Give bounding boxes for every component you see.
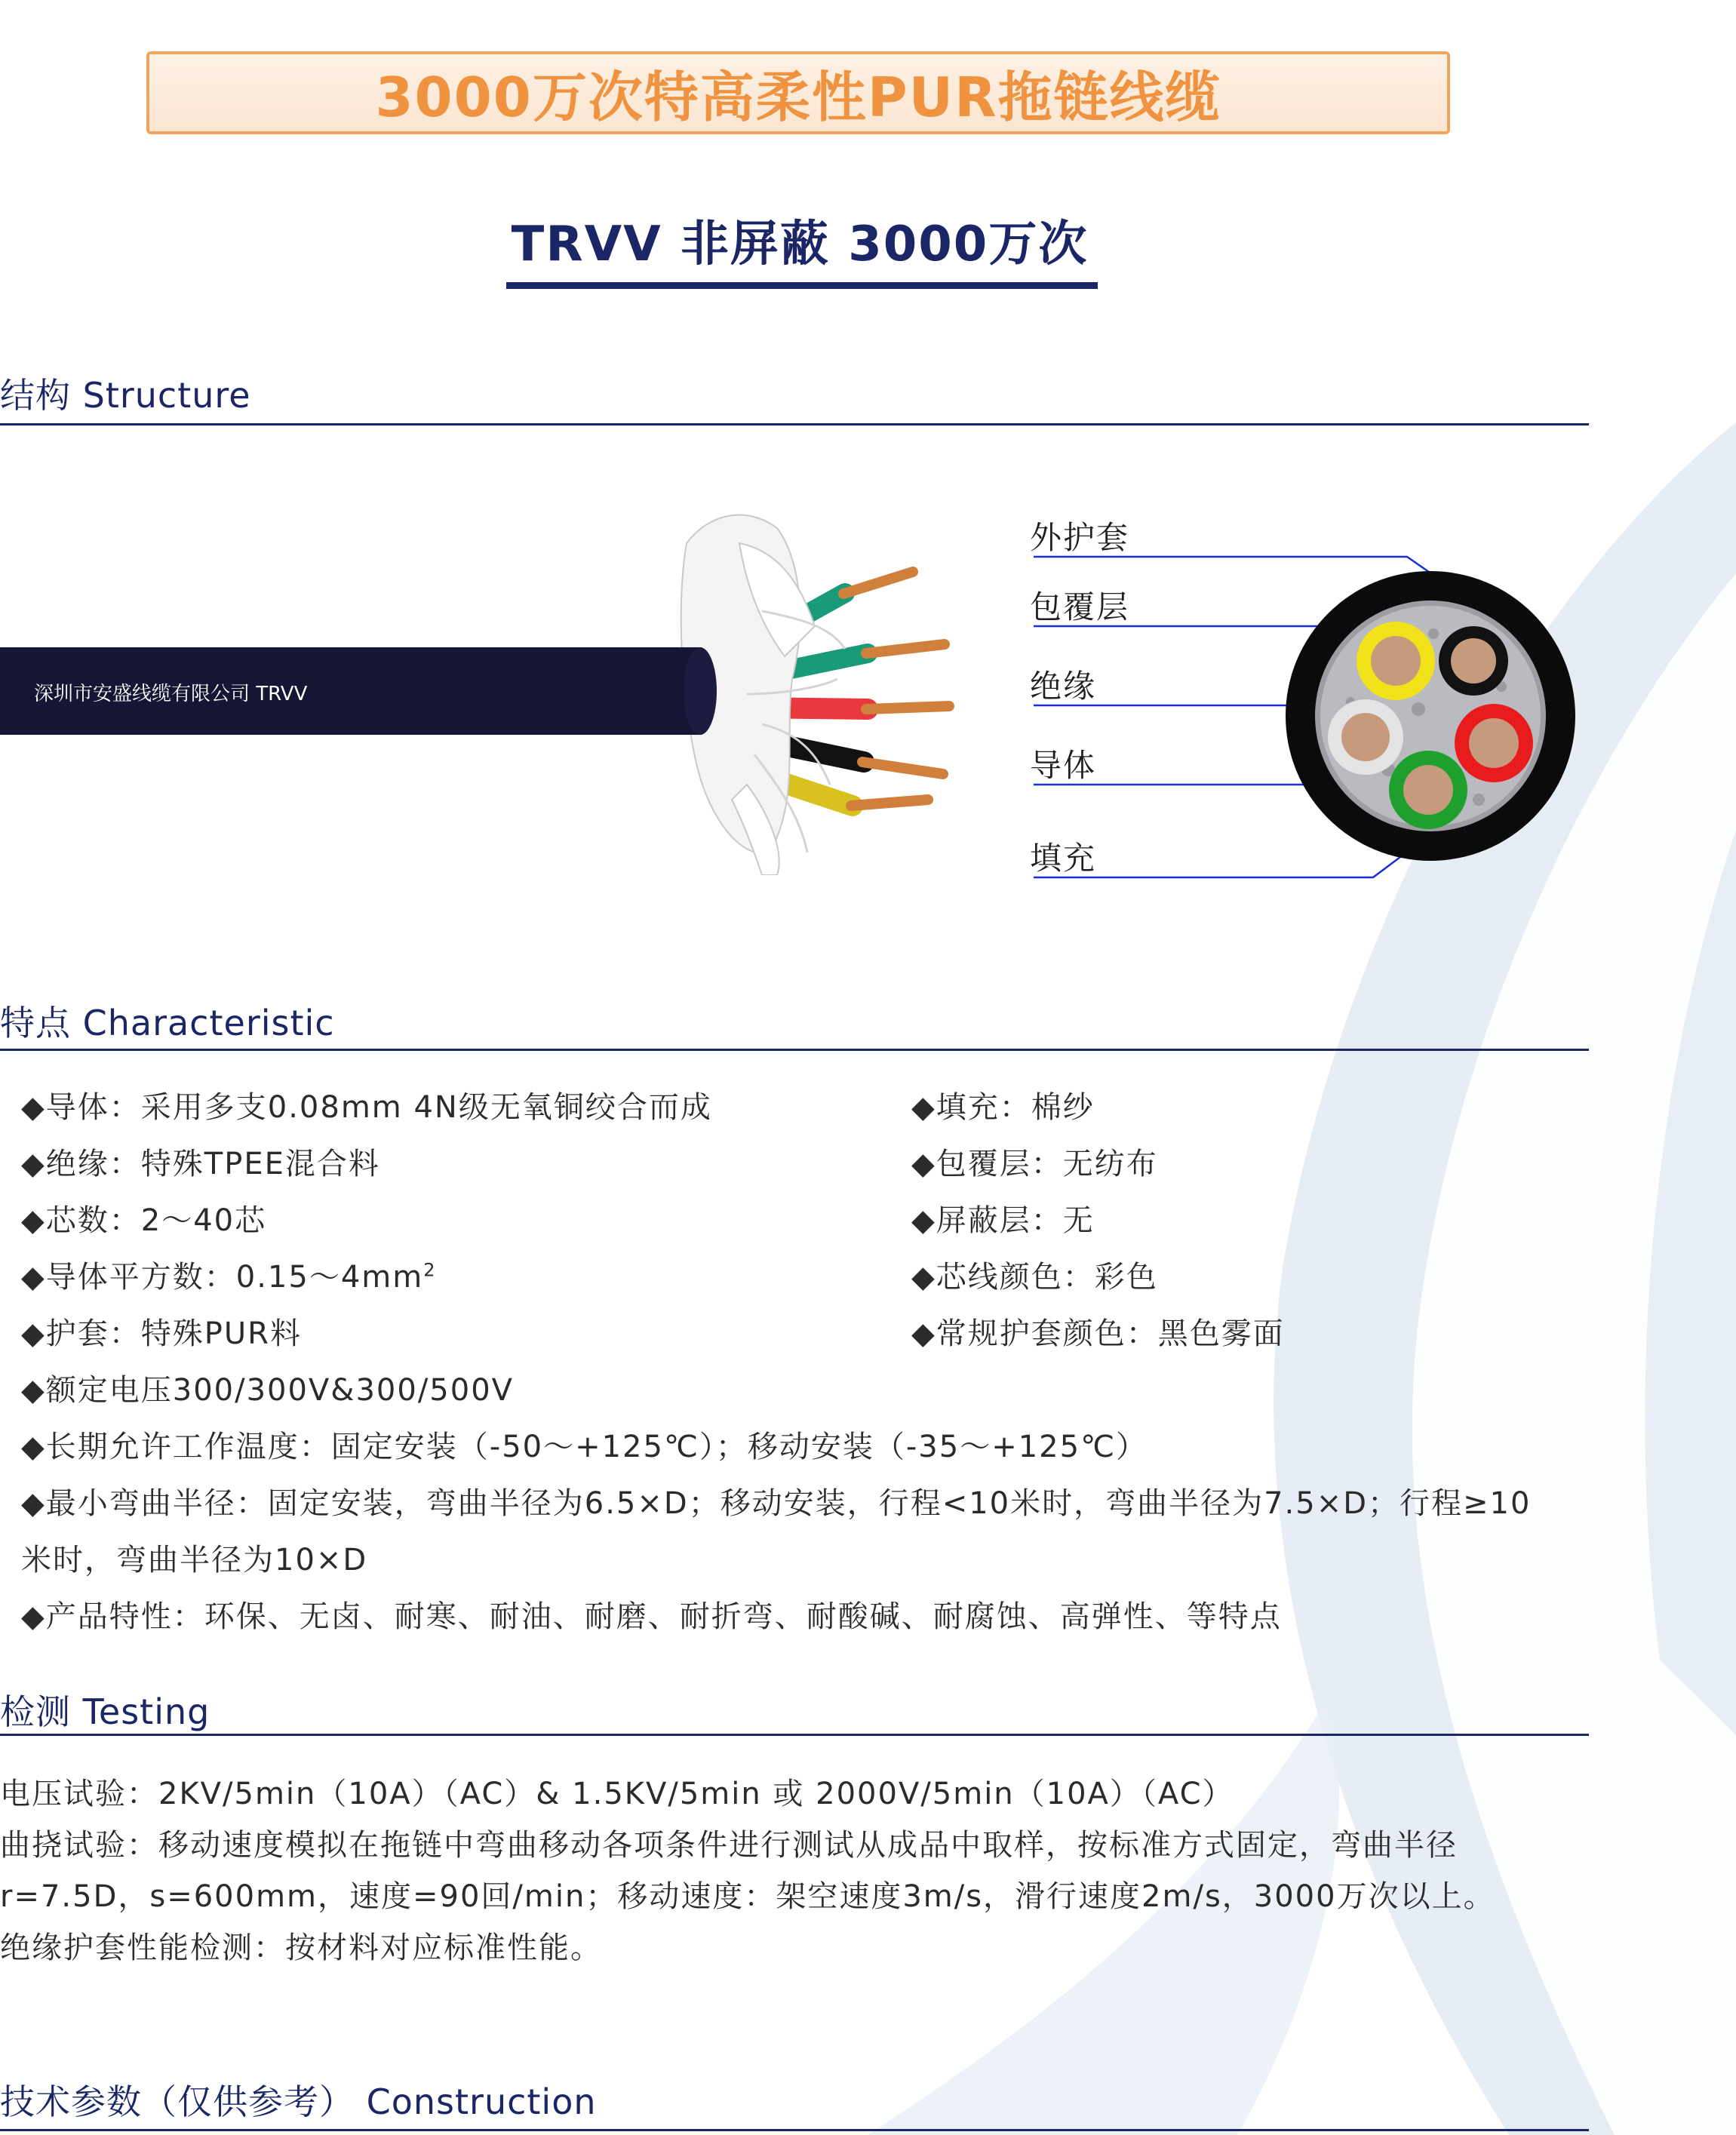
page-title: 3000万次特高柔性PUR拖链线缆 <box>375 66 1221 129</box>
feature-filler: ◆填充：棉纱 <box>911 1090 1095 1125</box>
feature-conductor: ◆导体：采用多支0.08mm 4N级无氧铜绞合而成 <box>21 1090 712 1125</box>
feature-cross-section-text: ◆导体平方数：0.15～4mm <box>21 1260 424 1295</box>
core-black <box>1439 626 1508 696</box>
feature-insulation: ◆绝缘：特殊TPEE混合料 <box>21 1147 380 1181</box>
subtitle-underline <box>506 282 1098 289</box>
feature-bend-radius-cont: 米时，弯曲半径为10×D <box>21 1543 368 1577</box>
feature-shield: ◆屏蔽层：无 <box>911 1203 1095 1238</box>
core-yellow <box>1357 622 1435 700</box>
test-flex: 曲挠试验：移动速度模拟在拖链中弯曲移动各项条件进行测试从成品中取样，按标准方式固定，弯曲半径 <box>0 1828 1458 1863</box>
feature-cross-section-sup: 2 <box>423 1259 437 1281</box>
section-rule-structure <box>0 423 1589 425</box>
feature-sheath: ◆护套：特殊PUR料 <box>21 1316 302 1351</box>
product-subtitle: TRVV 非屏蔽 3000万次 <box>511 217 1089 272</box>
section-rule-testing <box>0 1734 1589 1736</box>
test-sheath-performance: 绝缘护套性能检测：按材料对应标准性能。 <box>0 1931 602 1965</box>
feature-product-traits: ◆产品特性：环保、无卤、耐寒、耐油、耐磨、耐折弯、耐酸碱、耐腐蚀、高弹性、等特点 <box>21 1599 1282 1634</box>
feature-core-color: ◆芯线颜色：彩色 <box>911 1260 1158 1295</box>
feature-cross-section <box>21 1253 436 1296</box>
cross-section-diagram <box>1011 513 1599 890</box>
test-voltage: 电压试验：2KV/5min（10A）（AC）& 1.5KV/5min 或 2000V/5min（10A）（AC） <box>0 1777 1234 1811</box>
feature-bend-radius: ◆最小弯曲半径：固定安装，弯曲半径为6.5×D；移动安装，行程<10米时，弯曲半径为7.5×D；行程≥10 <box>21 1486 1532 1521</box>
section-rule-characteristic <box>0 1049 1589 1051</box>
section-title-structure: 结构 Structure <box>0 375 251 416</box>
label-outer-sheath: 外护套 <box>1030 519 1130 556</box>
label-insulation: 绝缘 <box>1030 668 1097 705</box>
feature-wrap: ◆包覆层：无纺布 <box>911 1147 1158 1181</box>
label-wrap-layer: 包覆层 <box>1030 588 1130 625</box>
label-conductor: 导体 <box>1030 747 1097 784</box>
label-filler: 填充 <box>1030 840 1097 877</box>
feature-temperature: ◆长期允许工作温度：固定安装（-50～+125℃）；移动安装（-35～+125℃） <box>21 1430 1148 1464</box>
feature-core-count: ◆芯数：2～40芯 <box>21 1203 267 1238</box>
feature-jacket-color: ◆常规护套颜色：黑色雾面 <box>911 1316 1285 1351</box>
cable-side-illustration <box>0 498 973 875</box>
section-title-testing: 检测 Testing <box>0 1691 210 1732</box>
core-white <box>1328 699 1403 775</box>
test-flex-cont: r=7.5D，s=600mm，速度=90回/min；移动速度：架空速度3m/s，滑行速度2m/s，3000万次以上。 <box>0 1879 1495 1914</box>
core-green <box>1389 751 1467 829</box>
cable-print-text: 深圳市安盛线缆有限公司 TRVV <box>34 683 308 705</box>
section-title-characteristic: 特点 Characteristic <box>0 1003 335 1043</box>
core-red <box>1455 704 1533 782</box>
title-banner <box>146 51 1450 134</box>
section-title-construction: 技术参数（仅供参考） Construction <box>0 2081 597 2122</box>
feature-rated-voltage: ◆额定电压300/300V&300/500V <box>21 1373 515 1408</box>
section-rule-construction <box>0 2129 1589 2131</box>
